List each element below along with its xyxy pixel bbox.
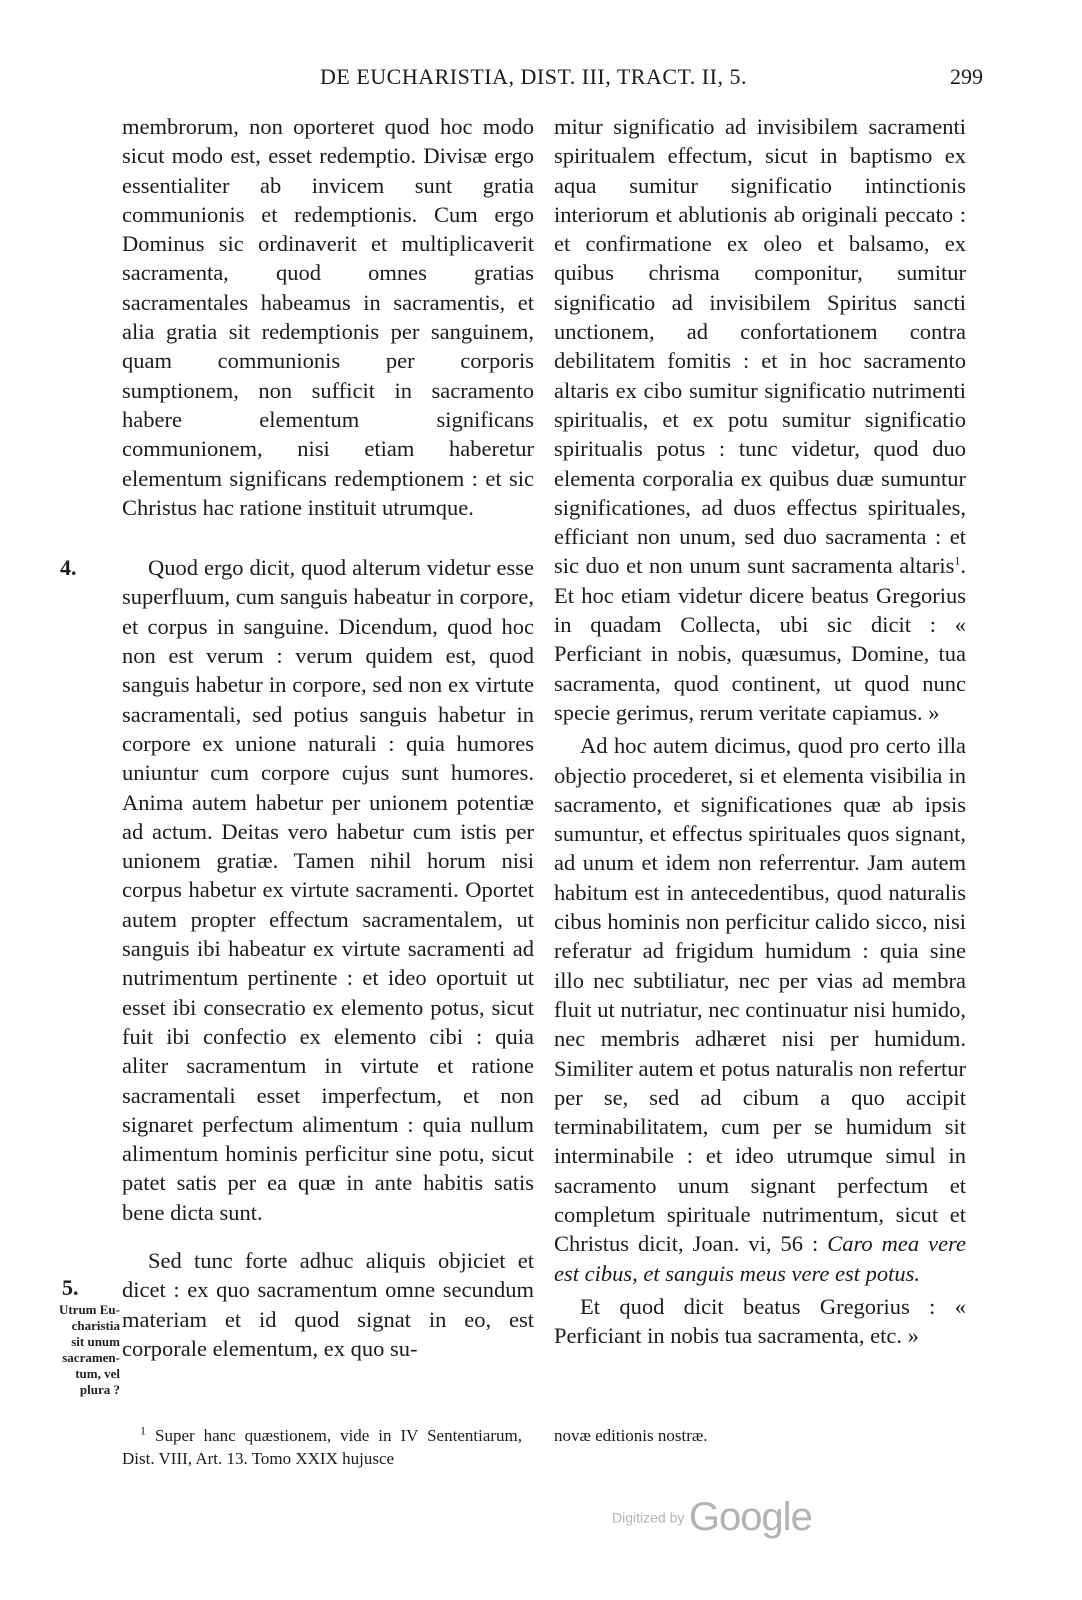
objection-text-cont: . Et hoc etiam videtur dicere beatus Gregorius in quadam Collecta, ubi sic dicit : « Perficiant in nobis, quæsumus, Domine, tua sacramenta, quod continent, ut quod nunc specie gerimus, rerum veritate capiamus. »: [554, 553, 966, 725]
digitized-watermark: [612, 1495, 812, 1540]
left-column: [122, 112, 534, 1363]
page-number: 299: [950, 64, 983, 89]
margin-note-line: charistia: [71, 1318, 120, 1333]
margin-note-line: Utrum Eu-: [58, 1302, 120, 1317]
google-logo: Google: [688, 1495, 812, 1539]
section-number-5: 5.: [62, 1275, 79, 1300]
right-column: [554, 112, 966, 1350]
running-header: DE EUCHARISTIA, DIST. III, TRACT. II, 5.: [320, 64, 747, 89]
scripture-quote: Caro mea vere est cibus, et sanguis meus vere est potus.: [554, 1231, 967, 1286]
paragraph-section-5: Sed tunc forte adhuc aliquis objiciet et dicet : ex quo sacramentum omne secundum materiam et id quod signat in eo, est corporale elementum, ex quo su-: [122, 1247, 534, 1361]
paragraph-gregorius: Et quod dicit beatus Gregorius : « Perficiant in nobis tua sacramenta, etc. »: [554, 1293, 966, 1349]
footnote-marker: 1: [140, 1423, 146, 1438]
margin-note-line: tum, vel: [75, 1366, 120, 1381]
paragraph-continued: membrorum, non oporteret quod hoc modo sicut modo est, esset redemptio. Divisæ ergo essentialiter ab invicem sunt gratia communionis et redemptionis. Cum ergo Dominus sic ordinaverit et multiplicaverit sacramenta, quod omnes gratias sacramentales habeamus in sacramentis, et alia gratia sit redemptionis per sanguinem, quam communionis per corporis sumptionem, non sufficit in sacramento habere elementum significans communionem, nisi etiam haberetur elementum significans redemptionem : et sic Christus hac ratione instituit utrumque.: [122, 114, 534, 520]
objection-text: mitur significatio ad invisibilem sacramenti spiritualem effectum, sicut in baptismo ex aqua sumitur significatio intinctionis interiorum et ablutionis ab originali peccato : et confirmatione ex oleo et balsamo, ex quibus chrisma componitur, sumitur significatio ad invisibilem Spiritus sancti unctionem, ad confortationem contra debilitatem fomitis : et in hoc sacramento altaris ex cibo sumitur significatio nutrimenti spiritualis, et ex potu sumitur significatio spiritualis potus : tunc videtur, quod duo elementa corporalia ex quibus duæ sumuntur significationes, ad duos effectus spirituales, efficiant non unum, sed duo sacramenta : et sic duo et non unum sunt sacramenta altaris: [554, 114, 966, 579]
section-number-4: 4.: [60, 555, 77, 580]
footnote-ref: 1: [954, 553, 961, 568]
footnote-text: Super hanc quæstionem, vide in IV Sententiarum, Dist. VIII, Art. 13. Tomo XXIX hujusce: [122, 1426, 522, 1468]
margin-note: [20, 1302, 120, 1398]
paragraph-section-4: Quod ergo dicit, quod alterum videtur esse superfluum, cum sanguis habeatur in corpore, et corpus in sanguine. Dicendum, quod hoc non est verum : verum quidem est, quod sanguis habetur in corpore, sed non ex virtute sacramentali, sed potius sanguis habetur in corpore ex unione naturali : quia humores uniuntur cum corpore cujus sunt humores. Anima autem habetur per unionem potentiæ ad actum. Deitas vero habetur cum istis per unionem gratiæ. Tamen nihil horum nisi corpus habetur ex virtute sacramenti. Oportet autem propter effectum sacramentalem, ut sanguis ibi habeatur ex virtute sacramenti ad nutrimentum pertinente : et ideo oportuit ut esset ibi consecratio ex elemento potus, sicut fuit ibi confectio ex elemento cibi : quia aliter sacramentum in virtute et ratione sacramentali esset imperfectum, et non signaret perfectum alimentum : quia nullum alimentum hominis perficitur sine potu, sicut patet satis per ea quæ in ante habitis satis bene dicta sunt.: [122, 555, 534, 1225]
footnote-left: [122, 1424, 522, 1470]
footnote-right: novæ editionis nostræ.: [554, 1426, 708, 1445]
digitized-prefix: Digitized by: [612, 1509, 685, 1526]
paragraph-response: [554, 731, 966, 1288]
paragraph-objection: [554, 112, 966, 727]
margin-note-line: plura ?: [79, 1382, 120, 1397]
margin-note-line: sacramen-: [62, 1350, 120, 1365]
response-text: Ad hoc autem dicimus, quod pro certo illa objectio procederet, si et elementa visibilia in sacramento, et significationes quæ ab ipsis sumuntur, et effectus spirituales quos signant, ad unum et idem non referrentur. Jam autem habitum est in antecedentibus, quod naturalis cibus hominis non perficitur calido sicco, nisi referatur ad frigidum humidum : quia sine illo nec subtiliatur, nec per vias ad membra fluit ut nutriatur, nec continuatur nisi humido, nec membris adhæret nisi per humidum. Similiter autem et potus naturalis non refertur per se, sed ad cibum a quo accipit terminabilitatem, cum per se humidum sit interminabile : et ideo utrumque simul in sacramento unum signant perfectum et completum spirituale nutrimentum, sicut et Christus dicit, Joan. vi, 56 :: [554, 733, 966, 1257]
margin-note-line: sit unum: [71, 1334, 120, 1349]
